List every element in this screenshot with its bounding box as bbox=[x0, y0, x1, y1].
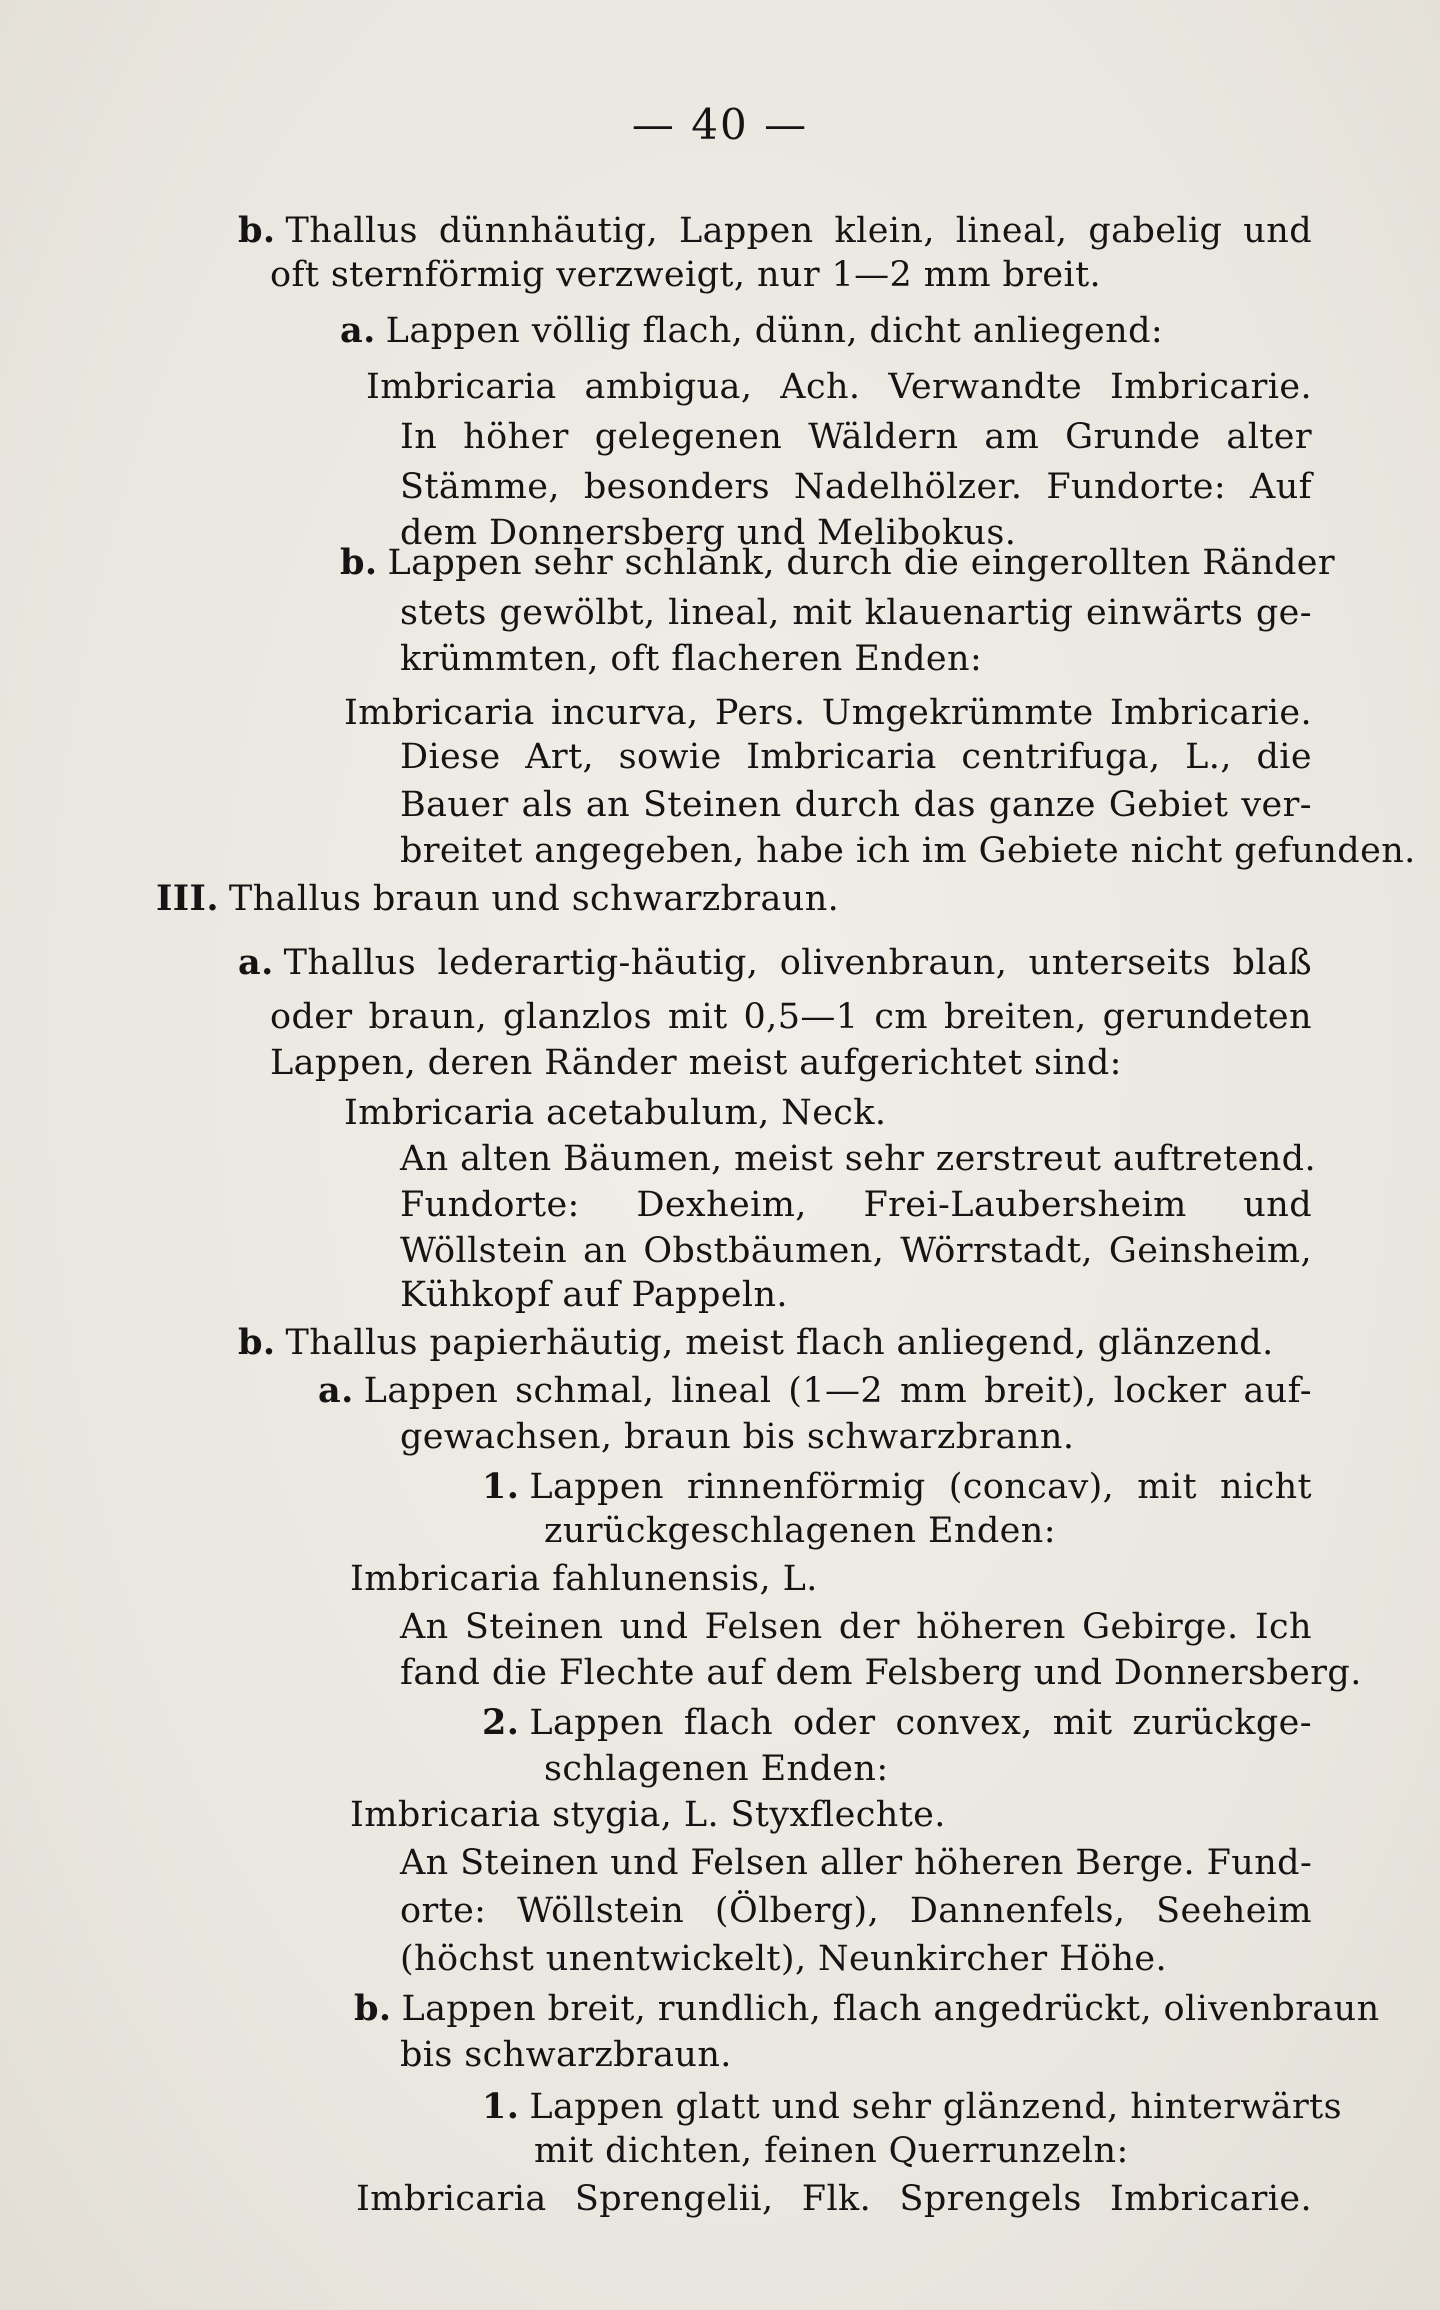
text-line: breitet angegeben, habe ich im Gebiete nicht gefunden. bbox=[400, 831, 1416, 871]
text-line: Imbricaria stygia, L. Styxflechte. bbox=[350, 1795, 946, 1835]
text-line: stets gewölbt, lineal, mit klauenartig einwärts ge- bbox=[400, 593, 1312, 633]
text-line: III. Thallus braun und schwarzbraun. bbox=[156, 878, 840, 919]
text-line: krümmten, oft flacheren Enden: bbox=[400, 639, 983, 679]
text-line: Stämme, besonders Nadelhölzer. Fundorte: Auf bbox=[400, 467, 1312, 507]
text-line: Diese Art, sowie Imbricaria centrifuga, L., die bbox=[400, 737, 1312, 777]
text-line: Bauer als an Steinen durch das ganze Gebiet ver- bbox=[400, 785, 1312, 825]
text-line: Imbricaria Sprengelii, Flk. Sprengels Imbricarie. bbox=[356, 2179, 1312, 2219]
text-line: b. Lappen breit, rundlich, flach angedrückt, olivenbraun bbox=[354, 1988, 1380, 2029]
text-line: Kühkopf auf Pappeln. bbox=[400, 1275, 788, 1315]
text-line: a. Thallus lederartig-häutig, olivenbraun, unterseits blaß bbox=[238, 942, 1312, 983]
text-line: 2. Lappen flach oder convex, mit zurückge- bbox=[482, 1702, 1312, 1743]
text-line: bis schwarzbraun. bbox=[400, 2035, 732, 2075]
text-line: Imbricaria fahlunensis, L. bbox=[350, 1559, 818, 1599]
text-line: 1. Lappen rinnenförmig (concav), mit nicht bbox=[482, 1466, 1312, 1507]
text-line: zurückgeschlagenen Enden: bbox=[544, 1511, 1056, 1551]
text-line: a. Lappen schmal, lineal (1—2 mm breit), locker auf- bbox=[318, 1370, 1312, 1411]
text-line: An alten Bäumen, meist sehr zerstreut auftretend. bbox=[400, 1139, 1316, 1179]
text-line: mit dichten, feinen Querrunzeln: bbox=[534, 2131, 1129, 2171]
text-line: b. Thallus dünnhäutig, Lappen klein, lineal, gabelig und bbox=[238, 210, 1312, 251]
text-line: Imbricaria acetabulum, Neck. bbox=[344, 1093, 887, 1133]
text-line: Imbricaria ambigua, Ach. Verwandte Imbricarie. bbox=[366, 367, 1312, 407]
text-line: Fundorte: Dexheim, Frei-Laubersheim und bbox=[400, 1185, 1312, 1225]
text-line: fand die Flechte auf dem Felsberg und Donnersberg. bbox=[400, 1653, 1362, 1693]
text-line: b. Thallus papierhäutig, meist flach anliegend, glänzend. bbox=[238, 1322, 1274, 1363]
text-line: dem Donnersberg und Melibokus. bbox=[400, 513, 1017, 553]
text-line: b. Lappen sehr schlank, durch die eingerollten Ränder bbox=[340, 542, 1336, 583]
text-line: Imbricaria incurva, Pers. Umgekrümmte Imbricarie. bbox=[344, 693, 1312, 733]
text-line: gewachsen, braun bis schwarzbrann. bbox=[400, 1417, 1075, 1457]
text-line: An Steinen und Felsen aller höheren Berge. Fund- bbox=[400, 1843, 1313, 1883]
text-line: An Steinen und Felsen der höheren Gebirge. Ich bbox=[400, 1607, 1312, 1647]
page-number: — 40 — bbox=[631, 100, 809, 149]
text-line: schlagenen Enden: bbox=[544, 1749, 889, 1789]
text-line: Lappen, deren Ränder meist aufgerichtet sind: bbox=[270, 1043, 1122, 1083]
text-line: orte: Wöllstein (Ölberg), Dannenfels, Seeheim bbox=[400, 1891, 1312, 1931]
text-line: 1. Lappen glatt und sehr glänzend, hinterwärts bbox=[482, 2086, 1342, 2127]
text-line: oft sternförmig verzweigt, nur 1—2 mm breit. bbox=[270, 255, 1102, 295]
text-line: In höher gelegenen Wäldern am Grunde alter bbox=[400, 417, 1312, 457]
text-line: oder braun, glanzlos mit 0,5—1 cm breiten, gerundeten bbox=[270, 997, 1312, 1037]
text-line: (höchst unentwickelt), Neunkircher Höhe. bbox=[400, 1939, 1168, 1979]
text-line: a. Lappen völlig flach, dünn, dicht anliegend: bbox=[340, 310, 1164, 351]
text-line: Wöllstein an Obstbäumen, Wörrstadt, Geinsheim, bbox=[400, 1231, 1312, 1271]
